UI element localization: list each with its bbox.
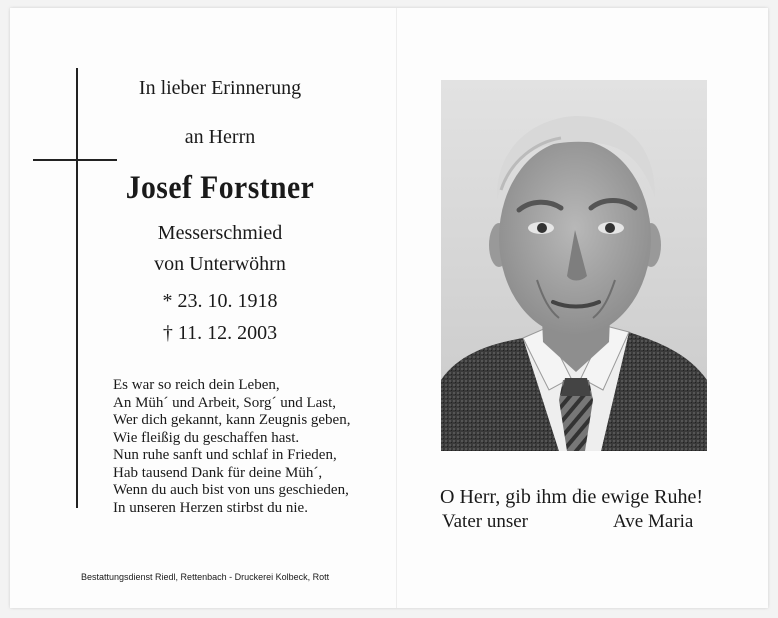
deceased-name: Josef Forstner (125, 170, 315, 206)
footer-credits: Bestattungsdienst Riedl, Rettenbach - Druckerei Kolbeck, Rott (81, 572, 330, 582)
birth-date: * 23. 10. 1918 (162, 290, 278, 312)
cross-icon-vertical (76, 68, 78, 508)
salutation-text: an Herrn (184, 126, 256, 148)
poem (113, 377, 350, 517)
poem-line: Wenn du auch bist von uns geschieden, (113, 482, 349, 498)
poem-line: An Müh´ und Arbeit, Sorg´ und Last, (113, 394, 337, 411)
occupation-text: Messerschmied (157, 222, 283, 244)
prayer-text: O Herr, gib ihm die ewige Ruhe! (440, 486, 704, 508)
portrait-photo (441, 80, 707, 451)
poem-line: Nun ruhe sanft und schlaf in Frieden, (113, 447, 337, 463)
card-fold (396, 8, 397, 608)
poem-line: Es war so reich dein Leben, (113, 377, 280, 393)
prayer-ave-maria: Ave Maria (613, 511, 694, 532)
poem-line: Wer dich gekannt, kann Zeugnis geben, (113, 412, 351, 428)
death-date: † 11. 12. 2003 (162, 322, 278, 344)
poem-line: Hab tausend Dank für deine Müh´, (113, 464, 323, 481)
prayer-vater-unser: Vater unser (442, 511, 528, 532)
origin-text: von Unterwöhrn (154, 253, 286, 275)
intro-text: In lieber Erinnerung (138, 77, 302, 99)
poem-line: In unseren Herzen stirbst du nie. (113, 499, 308, 516)
portrait-illustration (441, 80, 707, 451)
poem-line: Wie fleißig du geschaffen hast. (113, 429, 300, 446)
cross-icon-horizontal (33, 159, 117, 161)
